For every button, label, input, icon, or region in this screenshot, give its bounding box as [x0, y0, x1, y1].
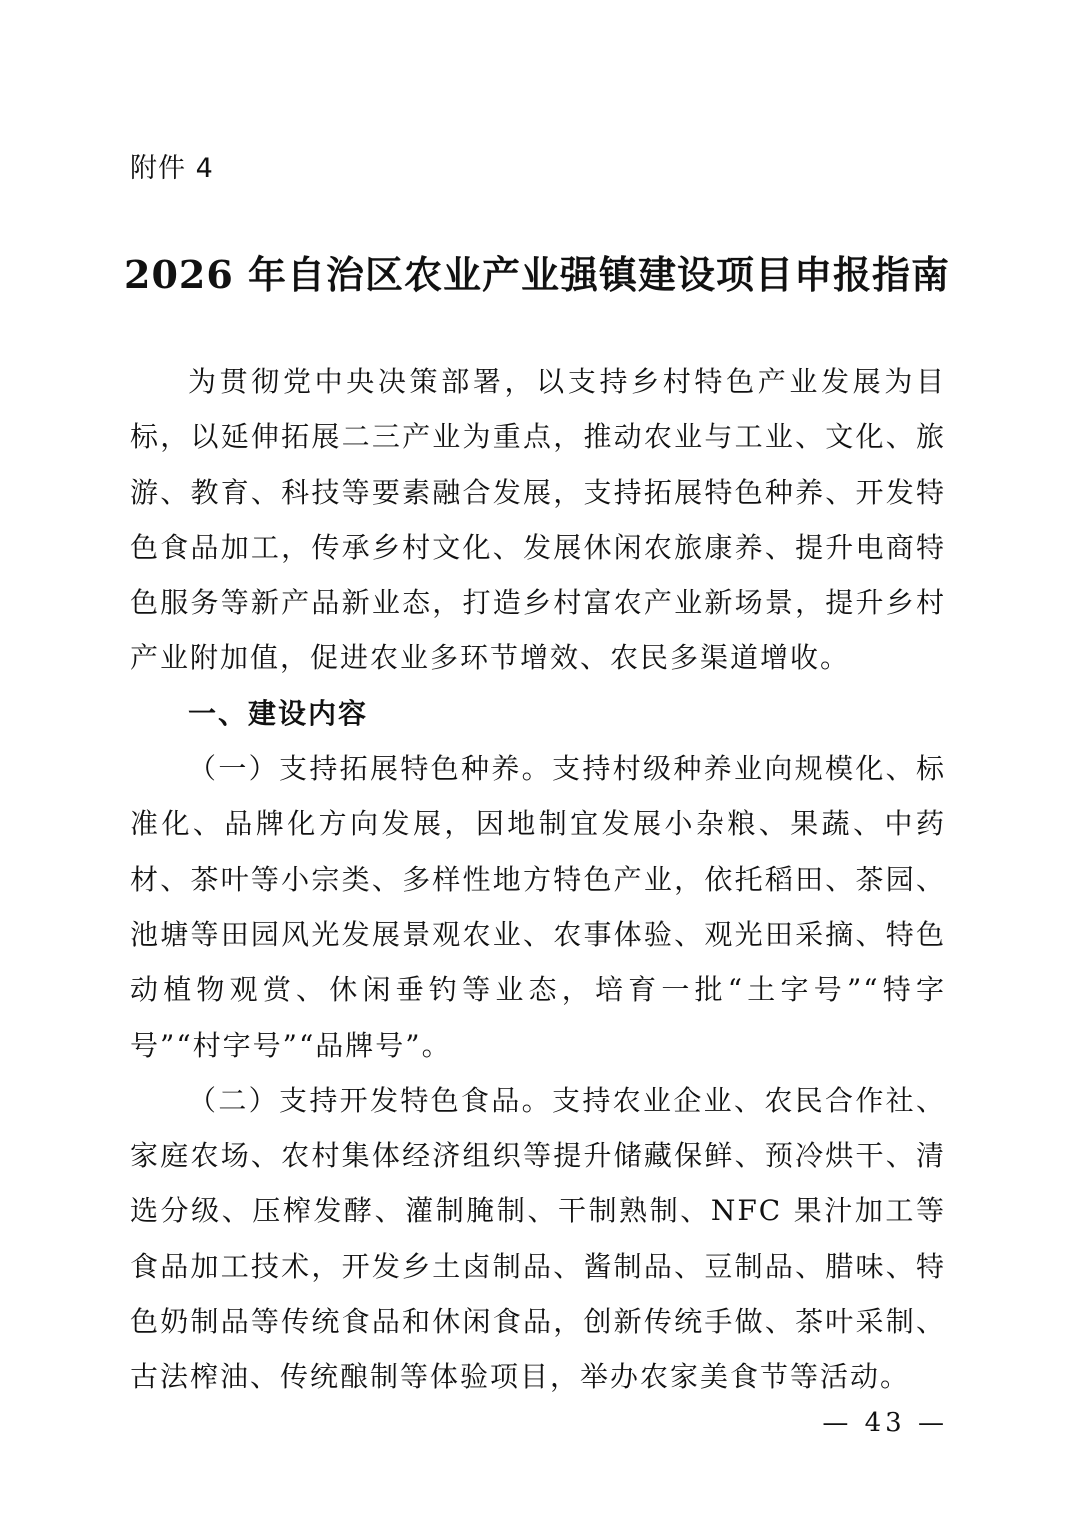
item-2-paragraph [130, 1073, 946, 1405]
item-1-paragraph [130, 741, 946, 1073]
item-2-lead: （二）支持开发特色食品。 [188, 1083, 552, 1117]
item-1-lead: （一）支持拓展特色种养。 [188, 752, 552, 786]
item-2-text: 支持农业企业、农民合作社、家庭农场、农村集体经济组织等提升储藏保鲜、预冷烘干、清选分级、压榨发酵、灌制腌制、干制熟制、NFC 果汁加工等食品加工技术，开发乡土卤制品、酱制品、豆制品、腊味、特色奶制品等传统食品和休闲食品，创新传统手做、茶叶采制、古法榨油、传统酿制等体验项目，举办农家美食节等活动。 [130, 1083, 946, 1394]
attachment-label: 附件 4 [130, 153, 214, 184]
page-number: — 43 — [822, 1408, 948, 1438]
intro-paragraph: 为贯彻党中央决策部署，以支持乡村特色产业发展为目标，以延伸拓展二三产业为重点，推动农业与工业、文化、旅游、教育、科技等要素融合发展，支持拓展特色种养、开发特色食品加工，传承乡村文化、发展休闲农旅康养、提升电商特色服务等新产品新业态，打造乡村富农产业新场景，提升乡村产业附加值，促进农业多环节增效、农民多渠道增收。 [130, 365, 946, 675]
document-title: 2026 年自治区农业产业强镇建设项目申报指南 [124, 252, 950, 297]
section-heading-construction-content: 一、建设内容 [188, 696, 369, 730]
document-body [130, 354, 946, 1405]
item-1-text: 支持村级种养业向规模化、标准化、品牌化方向发展，因地制宜发展小杂粮、果蔬、中药材、茶叶等小宗类、多样性地方特色产业，依托稻田、茶园、池塘等田园风光发展景观农业、农事体验、观光田采摘、特色动植物观赏、休闲垂钓等业态，培育一批“土字号”“特字号”“村字号”“品牌号”。 [130, 752, 946, 1062]
